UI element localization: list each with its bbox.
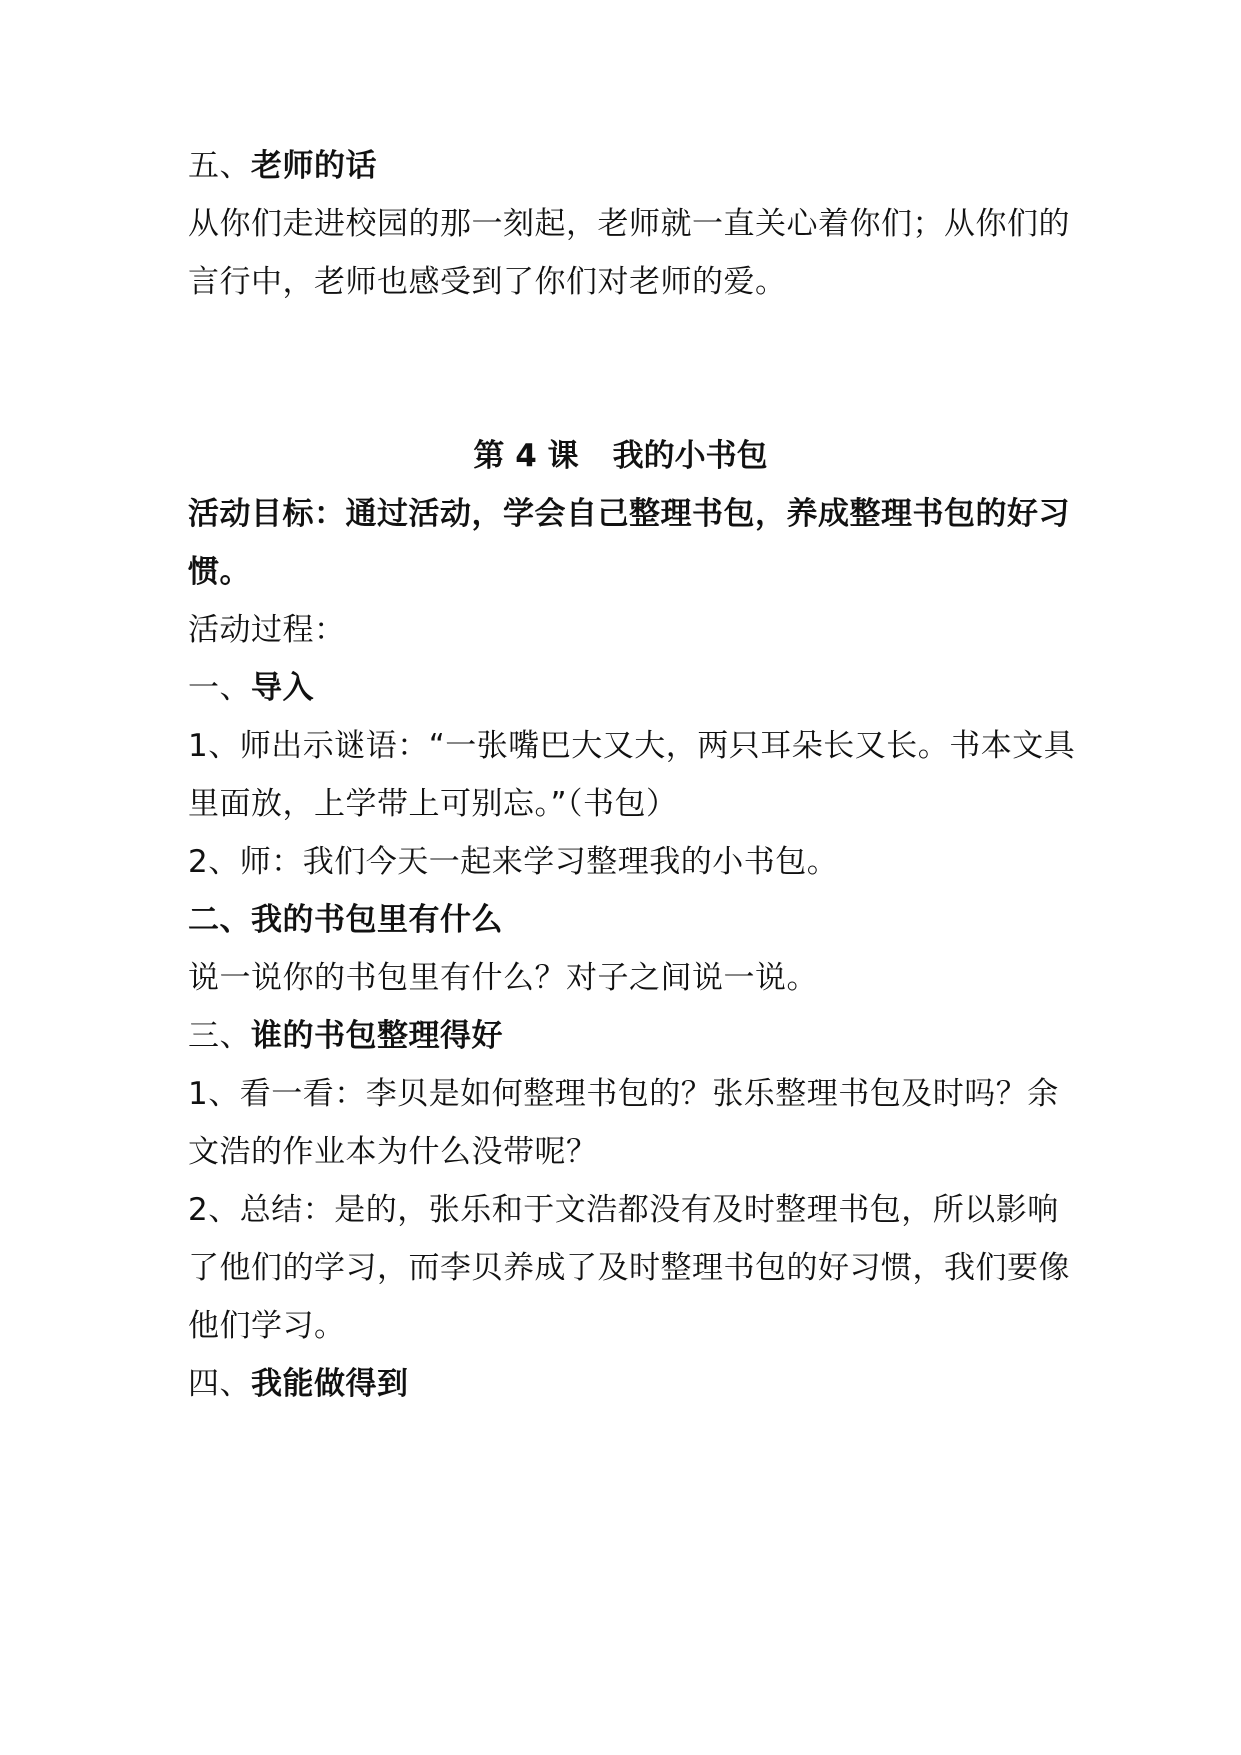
part-4-prefix: 四、 — [188, 1366, 251, 1402]
section-5-title: 老师的话 — [251, 148, 377, 184]
part-4-title: 我能做得到 — [251, 1366, 409, 1402]
lesson-title — [0, 433, 1241, 479]
part-1-title: 导入 — [251, 670, 314, 706]
lesson-number: 第 4 课 — [473, 438, 579, 474]
section-5-line-2: 言行中，老师也感受到了你们对老师的爱。 — [188, 264, 787, 300]
part-2-heading: 二、我的书包里有什么 — [188, 902, 503, 938]
section-5-heading — [188, 143, 377, 189]
part-4-heading — [188, 1361, 409, 1407]
part-1-item-2: 2、师：我们今天一起来学习整理我的小书包。 — [188, 844, 839, 880]
part-3-title: 谁的书包整理得好 — [251, 1018, 503, 1054]
part-3-line-4: 了他们的学习，而李贝养成了及时整理书包的好习惯，我们要像 — [188, 1250, 1070, 1286]
part-3-line-2: 文浩的作业本为什么没带呢？ — [188, 1134, 598, 1170]
section-5-line-1: 从你们走进校园的那一刻起，老师就一直关心着你们；从你们的 — [188, 206, 1070, 242]
goal-line-1: 活动目标：通过活动，学会自己整理书包，养成整理书包的好习 — [188, 496, 1070, 532]
part-1-item-1-line-2: 里面放，上学带上可别忘。”（书包） — [188, 786, 678, 822]
part-2-text: 说一说你的书包里有什么？对子之间说一说。 — [188, 960, 818, 996]
goal-line-2: 惯。 — [188, 554, 251, 590]
part-3-heading — [188, 1013, 503, 1059]
process-label: 活动过程： — [188, 612, 346, 648]
part-1-prefix: 一、 — [188, 670, 251, 706]
part-3-prefix: 三、 — [188, 1018, 251, 1054]
part-3-line-1: 1、看一看：李贝是如何整理书包的？张乐整理书包及时吗？余 — [188, 1076, 1059, 1112]
part-3-line-3: 2、总结：是的，张乐和于文浩都没有及时整理书包，所以影响 — [188, 1192, 1059, 1228]
lesson-name: 我的小书包 — [612, 438, 768, 474]
part-1-heading — [188, 665, 314, 711]
part-3-line-5: 他们学习。 — [188, 1308, 346, 1344]
part-1-item-1-line-1: 1、师出示谜语：“一张嘴巴大又大，两只耳朵长又长。书本文具 — [188, 728, 1076, 764]
section-5-prefix: 五、 — [188, 148, 251, 184]
